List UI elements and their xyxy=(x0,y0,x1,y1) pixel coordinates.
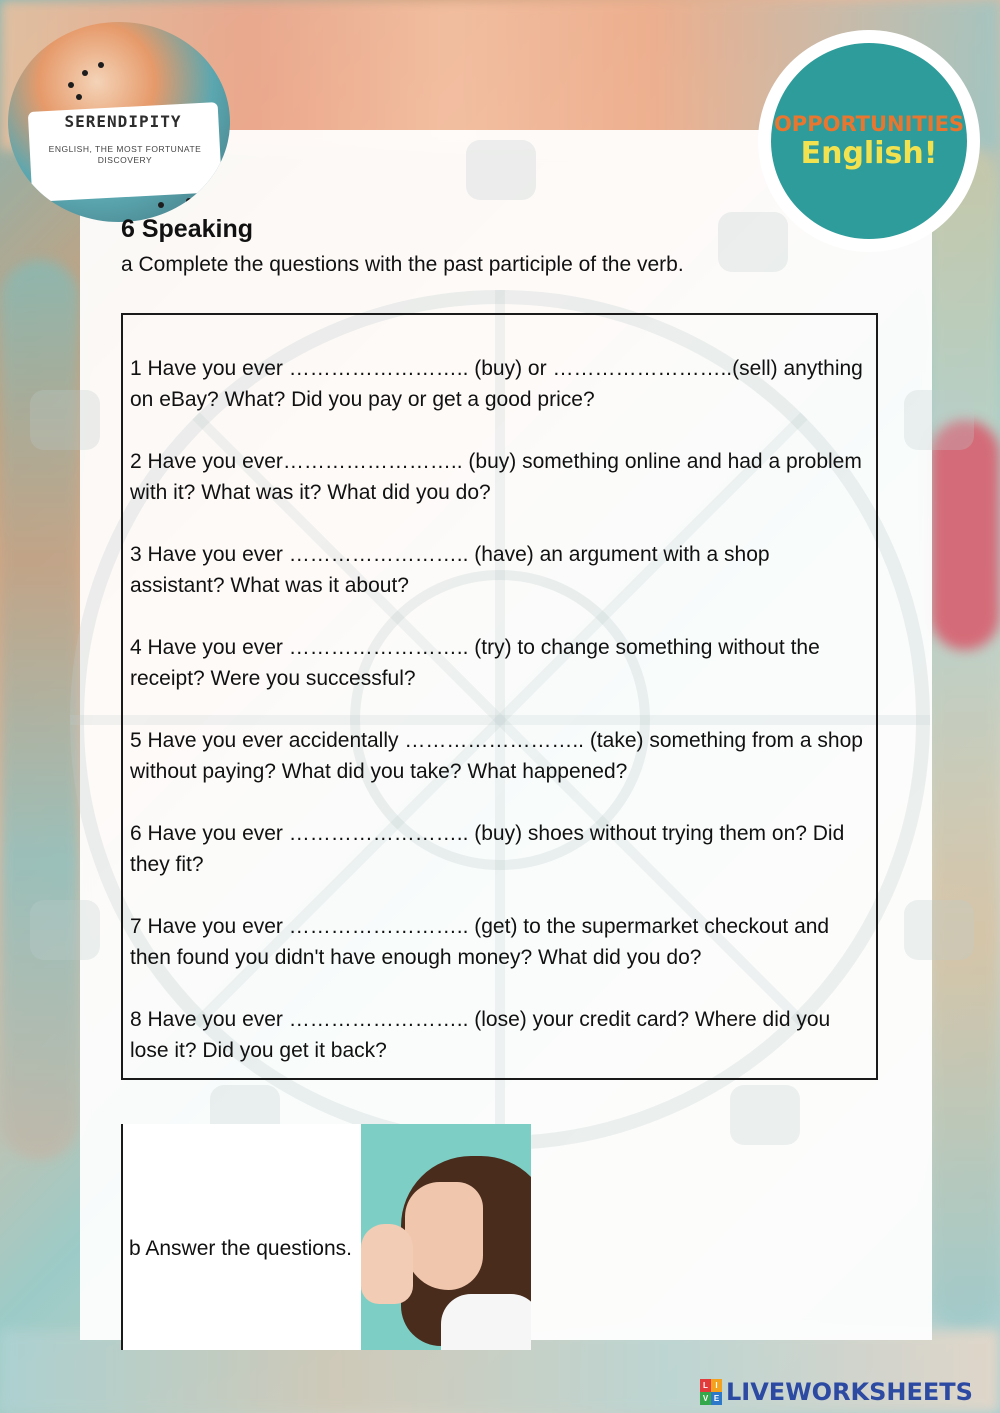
badge-letter: L xyxy=(700,1379,711,1392)
serendipity-logo xyxy=(8,22,230,222)
question-item: 2 Have you ever…………………….. (buy) something online and had a problem with it? What was it? What did you do? xyxy=(130,450,862,504)
question-item: 4 Have you ever …………………….. (try) to change something without the receipt? Were you successful? xyxy=(130,636,820,690)
liveworksheets-footer xyxy=(700,1377,973,1407)
logo-dot xyxy=(68,82,74,88)
section-instruction: a Complete the questions with the past participle of the verb. xyxy=(121,253,684,276)
wheel-cabin xyxy=(718,212,788,272)
wheel-cabin xyxy=(30,900,100,960)
logo-line-1: OPPORTUNITIES xyxy=(773,111,965,136)
logo-tagline: ENGLISH, THE MOST FORTUNATE DISCOVERY xyxy=(48,144,202,165)
question-item: 6 Have you ever …………………….. (buy) shoes without trying them on? Did they fit? xyxy=(130,822,845,876)
question-item: 8 Have you ever …………………….. (lose) your credit card? Where did you lose it? Did you get it back? xyxy=(130,1008,831,1062)
wheel-cabin xyxy=(904,390,974,450)
wheel-cabin xyxy=(466,140,536,200)
logo-dot xyxy=(98,62,104,68)
section-heading: 6 Speaking xyxy=(121,215,253,243)
wheel-cabin xyxy=(904,900,974,960)
questions-box xyxy=(121,313,878,1080)
logo-disc xyxy=(771,43,967,239)
opportunities-logo xyxy=(758,30,980,252)
painted-background-right xyxy=(930,150,1000,1330)
question-item: 7 Have you ever …………………….. (get) to the supermarket checkout and then found you didn't have enough money? What did you do? xyxy=(130,915,830,969)
part-b-panel xyxy=(121,1124,531,1350)
part-b-label: b Answer the questions. xyxy=(129,1237,352,1260)
woman-shouting-photo xyxy=(361,1124,531,1350)
question-item: 3 Have you ever …………………….. (have) an argument with a shop assistant? What was it about? xyxy=(130,543,770,597)
badge-letter: E xyxy=(711,1392,722,1405)
logo-name: SERENDIPITY xyxy=(64,112,182,131)
logo-dot xyxy=(76,94,82,100)
logo-dot xyxy=(82,70,88,76)
logo-line-2: English! xyxy=(800,135,938,171)
photo-hand xyxy=(361,1224,413,1304)
badge-letter: V xyxy=(700,1392,711,1405)
footer-brand: LIVEWORKSHEETS xyxy=(726,1378,973,1406)
wheel-cabin xyxy=(730,1085,800,1145)
live-badge-icon xyxy=(700,1379,722,1405)
question-item: 1 Have you ever …………………….. (buy) or ……………………..(sell) anything on eBay? What? Did you pay or get a good price? xyxy=(130,357,863,411)
badge-letter: I xyxy=(711,1379,722,1392)
logo-dot xyxy=(186,198,192,204)
wheel-cabin xyxy=(30,390,100,450)
painted-background-accent xyxy=(930,420,1000,650)
photo-shirt xyxy=(441,1294,531,1350)
photo-face xyxy=(405,1182,483,1290)
logo-dot xyxy=(158,202,164,208)
question-item: 5 Have you ever accidentally …………………….. (take) something from a shop without paying? What did you take? What happened? xyxy=(130,729,863,783)
